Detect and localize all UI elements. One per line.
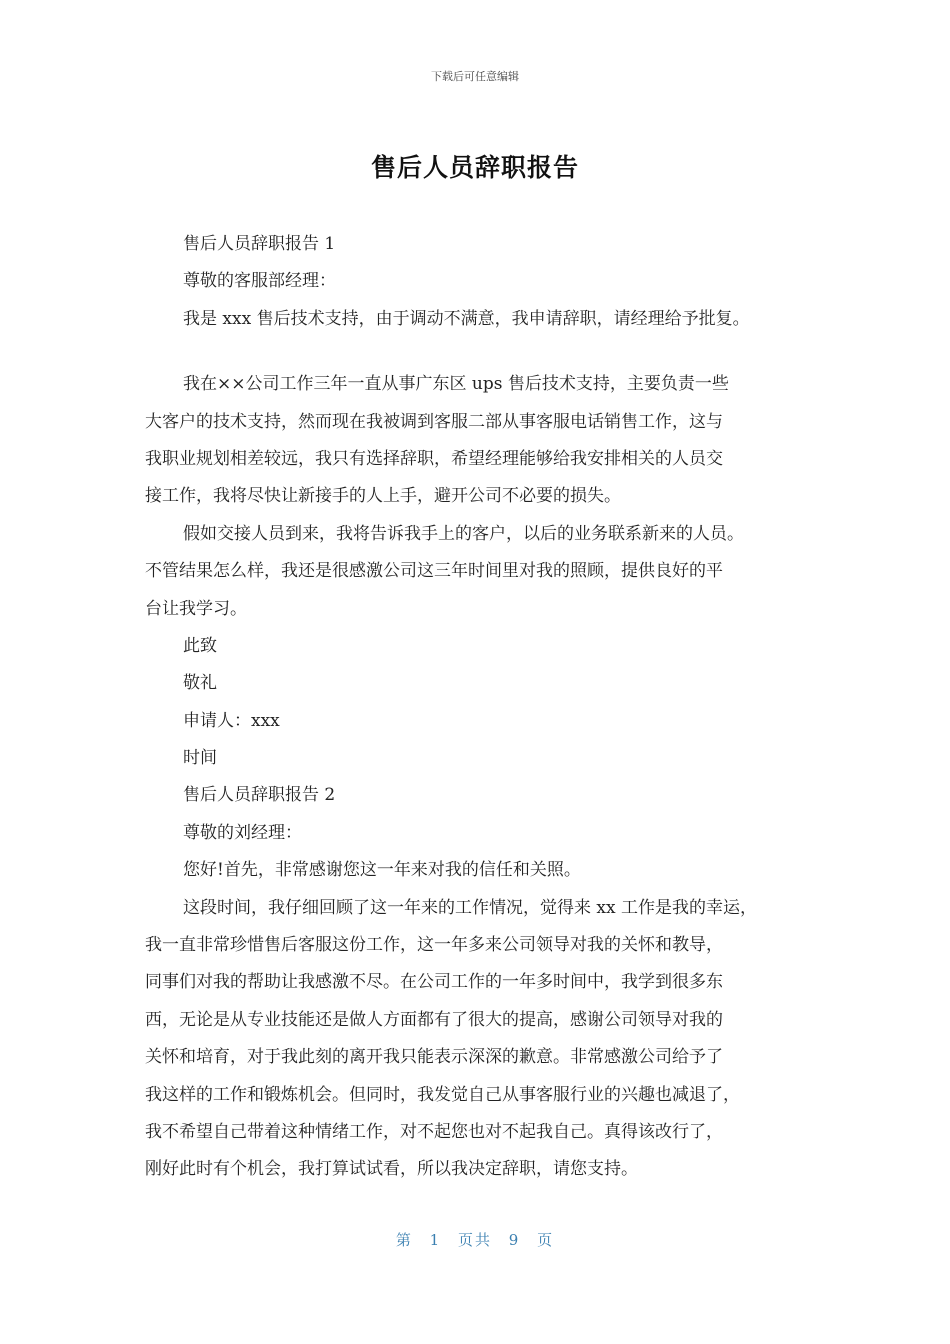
section-1-paragraph-1: 我是 xxx 售后技术支持，由于调动不满意，我申请辞职，请经理给予批复。 <box>183 308 750 329</box>
section-2-paragraph-2-line: 同事们对我的帮助让我感激不尽。在公司工作的一年多时间中，我学到很多东 <box>145 972 723 993</box>
section-1-paragraph-2-line: 接工作，我将尽快让新接手的人上手，避开公司不必要的损失。 <box>145 486 621 507</box>
section-1-closing-1: 此致 <box>183 635 217 656</box>
section-1-paragraph-2-line: 大客户的技术支持，然而现在我被调到客服二部从事客服电话销售工作，这与 <box>145 411 723 432</box>
section-2-paragraph-2-line: 关怀和培育，对于我此刻的离开我只能表示深深的歉意。非常感激公司给予了 <box>145 1047 723 1068</box>
section-1-paragraph-3-line: 假如交接人员到来，我将告诉我手上的客户，以后的业务联系新来的人员。 <box>183 523 744 544</box>
section-2-paragraph-2-line: 我一直非常珍惜售后客服这份工作，这一年多来公司领导对我的关怀和教导， <box>145 935 723 956</box>
section-1-paragraph-3-line: 不管结果怎么样，我还是很感激公司这三年时间里对我的照顾，提供良好的平 <box>145 561 723 582</box>
document-body <box>145 226 815 1189</box>
section-1-paragraph-3-line: 台让我学习。 <box>145 598 247 619</box>
section-2-paragraph-2-line: 我这样的工作和锻炼机会。但同时，我发觉自己从事客服行业的兴趣也减退了， <box>145 1084 740 1105</box>
section-2-greeting: 尊敬的刘经理： <box>183 822 302 843</box>
section-1-time: 时间 <box>183 748 217 769</box>
section-1-title: 售后人员辞职报告 1 <box>183 234 336 254</box>
section-1-paragraph-2-line: 我在××公司工作三年一直从事广东区 ups 售后技术支持，主要负责一些 <box>183 374 729 395</box>
paragraph-gap <box>145 338 815 366</box>
section-2-paragraph-2-line: 这段时间，我仔细回顾了这一年来的工作情况，觉得来 xx 工作是我的幸运， <box>183 897 757 918</box>
section-2-paragraph-1: 您好!首先，非常感谢您这一年来对我的信任和关照。 <box>183 860 581 881</box>
page-footer: 第 1 页共 9 页 <box>395 1231 555 1249</box>
section-2-paragraph-2-line: 西，无论是从专业技能还是做人方面都有了很大的提高，感谢公司领导对我的 <box>145 1009 723 1030</box>
section-2-paragraph-2-line: 刚好此时有个机会，我打算试试看，所以我决定辞职，请您支持。 <box>145 1159 638 1180</box>
section-1-applicant: 申请人：xxx <box>183 710 280 731</box>
section-2-title: 售后人员辞职报告 2 <box>183 785 336 806</box>
section-1-closing-2: 敬礼 <box>183 673 217 694</box>
section-2-paragraph-2-line: 我不希望自己带着这种情绪工作，对不起您也对不起我自己。真得该改行了， <box>145 1121 723 1142</box>
section-1-paragraph-2-line: 我职业规划相差较远，我只有选择辞职，希望经理能够给我安排相关的人员交 <box>145 448 723 469</box>
section-1-greeting: 尊敬的客服部经理： <box>183 271 336 292</box>
document-title: 售后人员辞职报告 <box>370 153 579 182</box>
header-note: 下载后可任意编辑 <box>431 70 519 83</box>
